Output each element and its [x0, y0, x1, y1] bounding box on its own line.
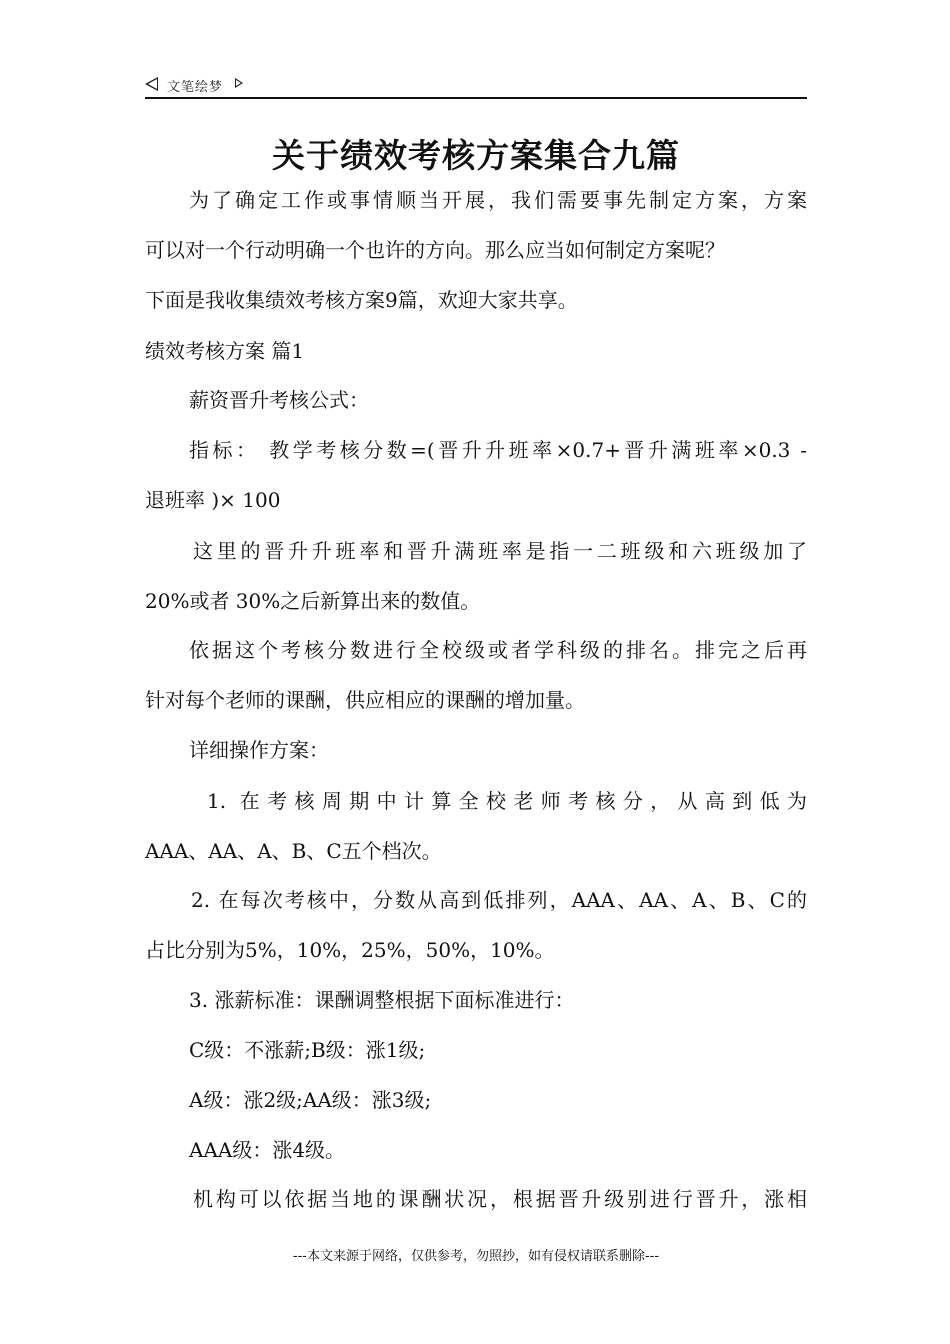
list-item: 2. 在每次考核中，分数从高到低排列，AAA、AA、A、B、C的 [191, 888, 807, 912]
paragraph-line: 指标： 教学考核分数=(晋升升班率×0.7+晋升满班率×0.3 - [189, 438, 807, 462]
paragraph-line: 下面是我收集绩效考核方案9篇，欢迎大家共享。 [145, 288, 578, 312]
page-header [145, 74, 807, 98]
paragraph-line: 机构可以依据当地的课酬状况，根据晋升级别进行晋升，涨相 [193, 1187, 807, 1211]
paragraph-line: 可以对一个行动明确一个也许的方向。那么应当如何制定方案呢？ [145, 238, 725, 262]
brand-label: 文笔绘梦 [167, 80, 224, 95]
paragraph-line: 这里的晋升升班率和晋升满班率是指一二班级和六班级加了 [193, 539, 807, 563]
header-rule [145, 97, 807, 99]
document-title: 关于绩效考核方案集合九篇 [272, 136, 680, 175]
paragraph-line: 依据这个考核分数进行全校级或者学科级的排名。排完之后再 [189, 638, 807, 662]
paragraph-line: C级：不涨薪;B级：涨1级; [189, 1038, 426, 1062]
paragraph-line: 退班率 )× 100 [145, 488, 281, 512]
triangle-right-icon [235, 78, 243, 88]
paragraph-line: 针对每个老师的课酬，供应相应的课酬的增加量。 [145, 688, 585, 712]
triangle-left-icon [145, 77, 158, 91]
paragraph-line: A级：涨2级;AA级：涨3级; [189, 1088, 432, 1112]
paragraph-line: 详细操作方案： [189, 738, 329, 762]
paragraph-line: AAA、AA、A、B、C五个档次。 [145, 839, 442, 863]
section-heading: 绩效考核方案 篇1 [145, 339, 305, 363]
list-item: 3. 涨薪标准：课酬调整根据下面标准进行： [189, 988, 575, 1012]
paragraph-line: 占比分别为5%，10%，25%，50%，10%。 [145, 938, 555, 962]
paragraph-line: 20%或者 30%之后新算出来的数值。 [145, 589, 481, 613]
paragraph-line: AAA级：涨4级。 [189, 1138, 346, 1162]
paragraph-line: 为了确定工作或事情顺当开展，我们需要事先制定方案，方案 [189, 188, 807, 212]
page-footer: ---本文来源于网络，仅供参考，勿照抄，如有侵权请联系删除--- [292, 1249, 660, 1264]
paragraph-line: 薪资晋升考核公式： [189, 388, 369, 412]
list-item: 1. 在考核周期中计算全校老师考核分，从高到低为 [207, 789, 807, 813]
